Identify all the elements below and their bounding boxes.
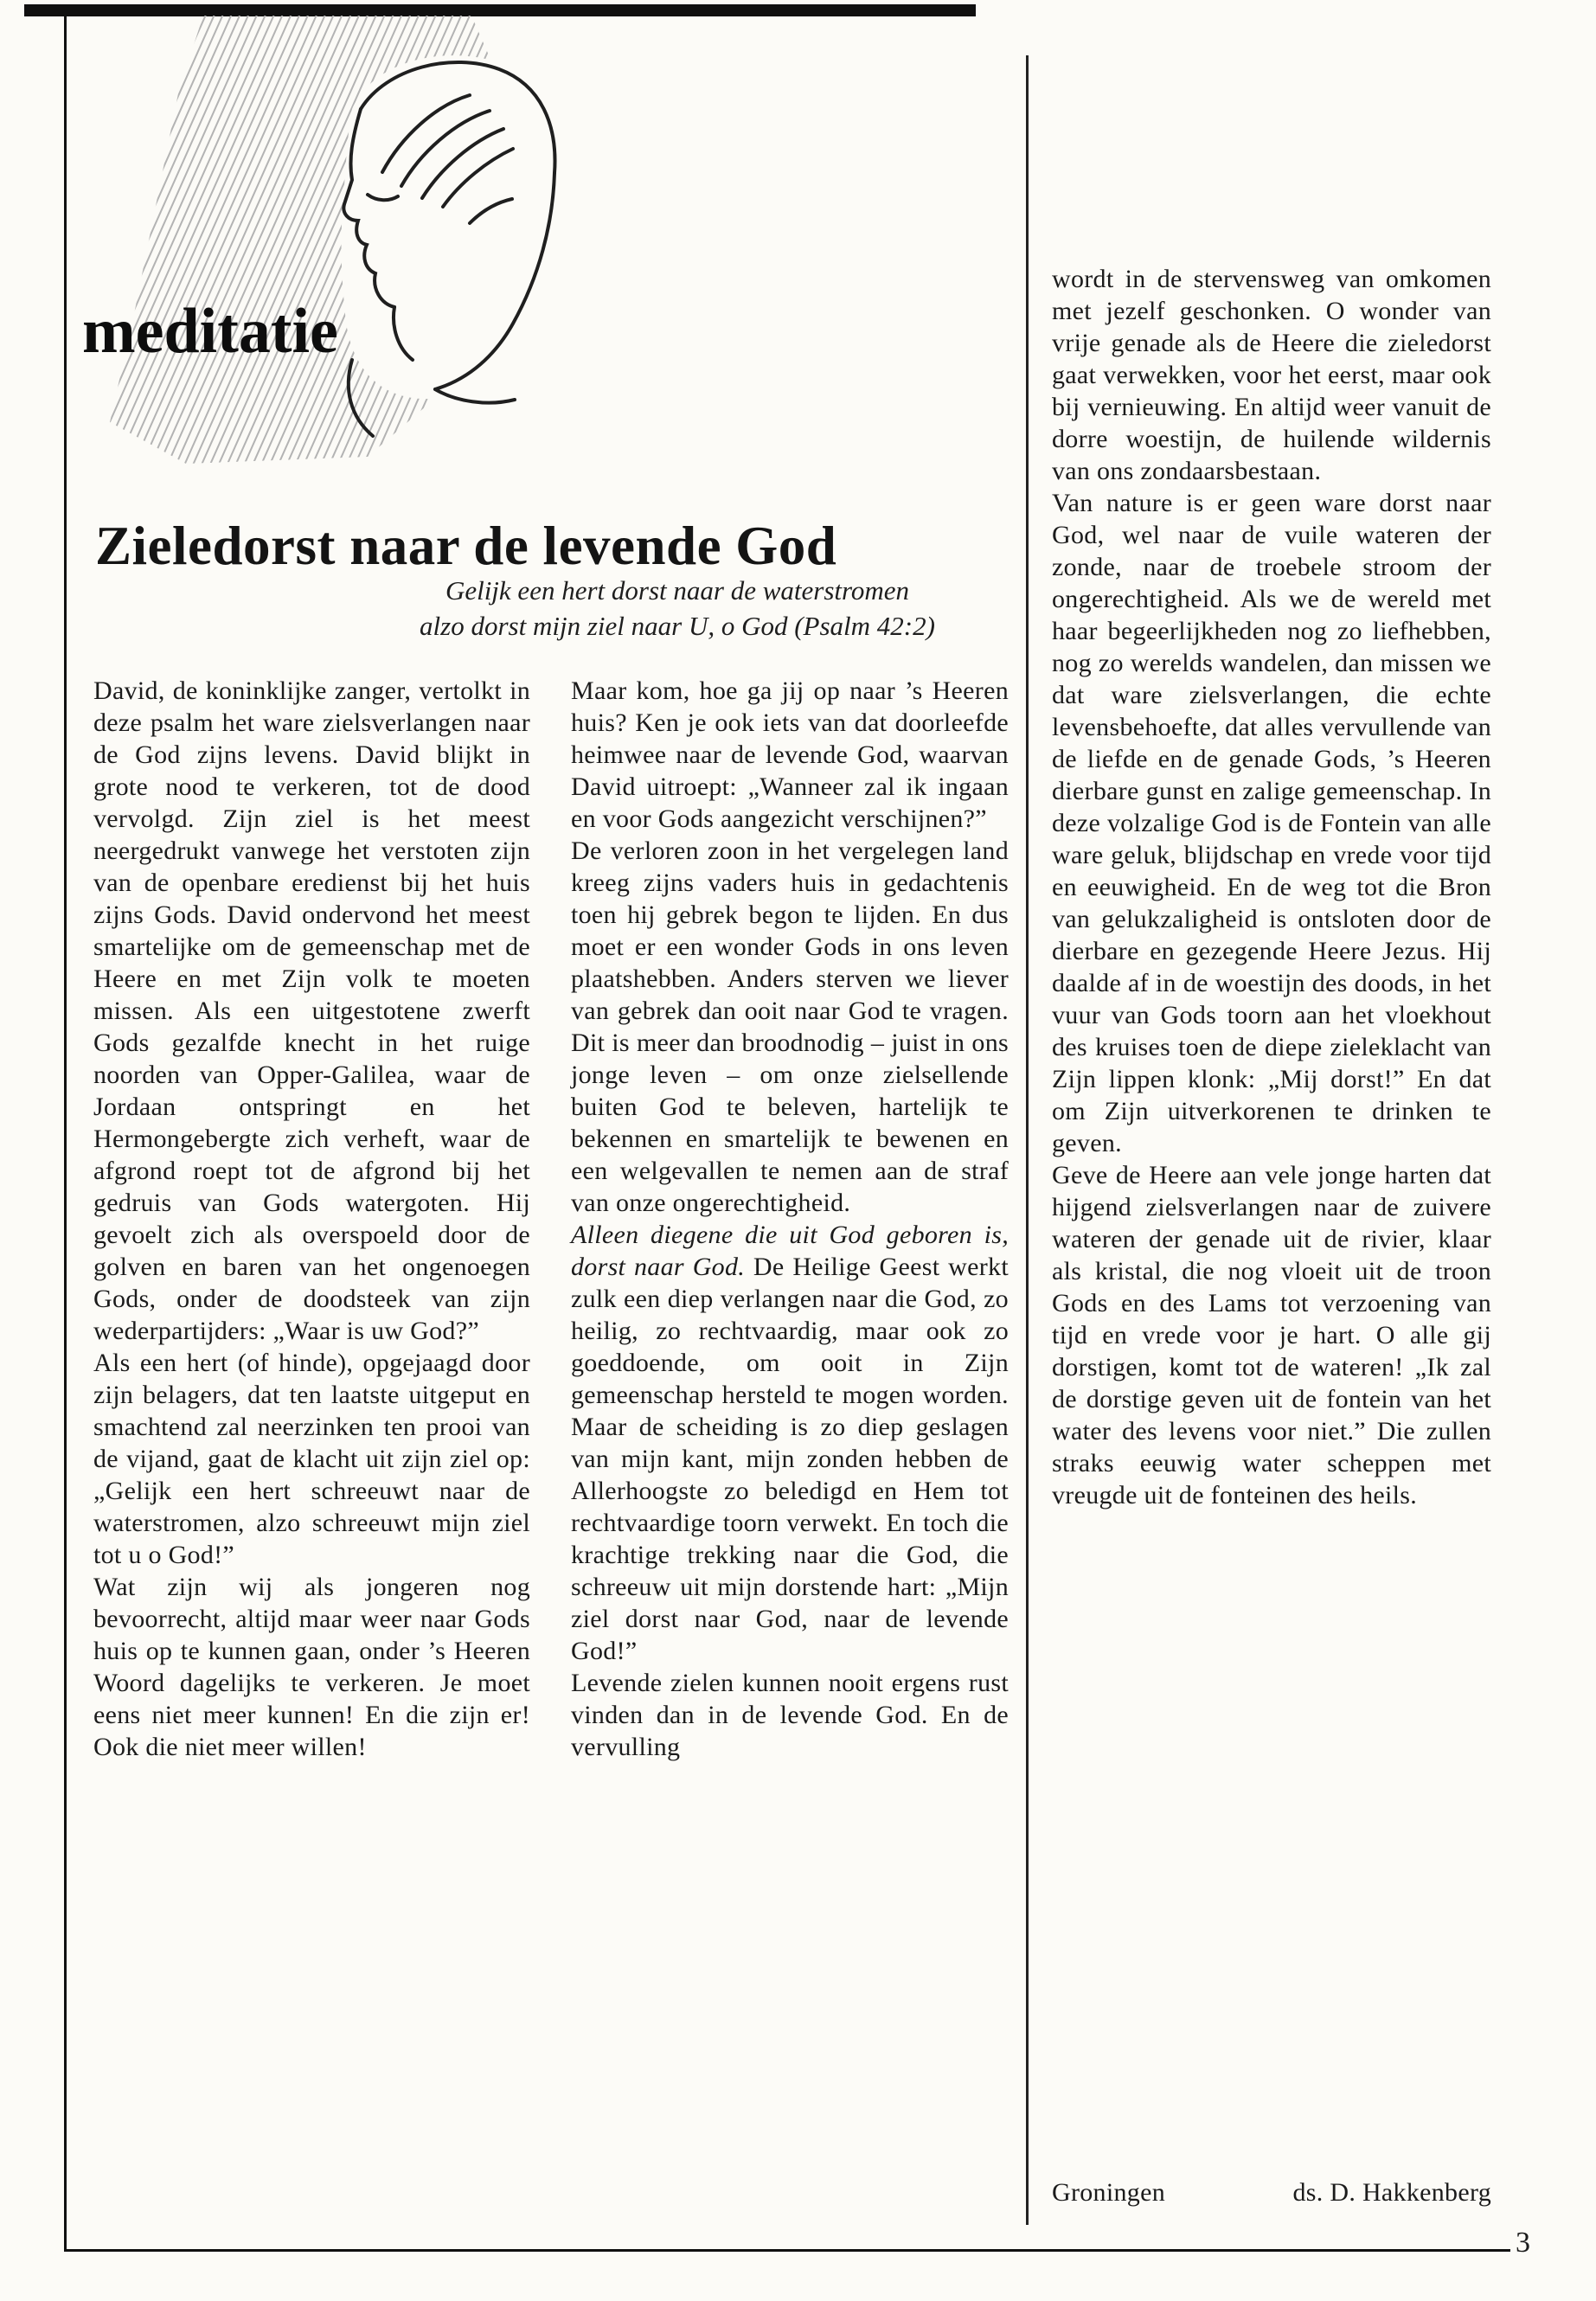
column-divider-line [1026, 55, 1029, 2225]
epigraph [346, 573, 1009, 644]
signature-place: Groningen [1052, 2178, 1166, 2207]
page-number: 3 [1516, 2227, 1530, 2259]
emphasized-sentence: Alleen diegene die uit God geboren is, dorst naar God. [571, 1221, 1009, 1281]
section-label: meditatie [82, 296, 338, 367]
paragraph: Als een hert (of hinde), opgejaagd door zijn belagers, dat ten laatste uitgeput en smachtend zal neerzinken ten prooi van de vijand, gaat de klacht uit zijn ziel op: „Gelijk een hert schreeuwt naar de waterstromen, alzo schreeuwt mijn ziel tot u o God!” [93, 1349, 530, 1569]
signature [1052, 2178, 1491, 2208]
paragraph: Levende zielen kunnen nooit ergens rust vinden dan in de levende God. En de vervulling [571, 1669, 1009, 1761]
column-3 [1052, 263, 1491, 1511]
paragraph-continuation: De Heilige Geest werkt zulk een diep verlangen naar die God, zo heilig, zo rechtvaardig, maar ook zo goeddoende, om ooit in Zijn gemeenschap hersteld te mogen worden. Maar de scheiding is zo diep geslagen van mijn kant, mijn zonden hebben de Allerhoogste zo beledigd en Hem tot rechtvaardige toorn verwekt. En toch die krachtige trekking naar die God, die schreeuw uit mijn dorstende hart: „Mijn ziel dorst naar God, naar de levende God!” [571, 1253, 1009, 1665]
epigraph-line-2: alzo dorst mijn ziel naar U, o God (Psalm 42:2) [420, 611, 935, 641]
paragraph: David, de koninklijke zanger, vertolkt in deze psalm het ware zielsverlangen naar de God zijns levens. David blijkt in grote nood te verkeren, tot de dood vervolgd. Zijn ziel is het meest neergedrukt vanwege het verstoten zijn van de openbare eredienst bij het huis zijns Gods. David ondervond het meest smartelijke om de gemeenschap met de Heere en met Zijn volk te moeten missen. Als een uitgestotene zwerft Gods gezalfde knecht in het ruige noorden van Opper-Galilea, waar de Jordaan ontspringt en het Hermongebergte zich verheft, waar de afgrond roept tot de afgrond bij het gedruis van Gods watergoten. Hij gevoelt zich als overspoeld door de golven en baren van het ongenoegen Gods, onder de doodsteek van zijn wederpartijders: „Waar is uw God?” [93, 676, 530, 1345]
top-border-bar [24, 4, 976, 16]
paragraph [571, 1219, 1009, 1667]
epigraph-line-1: Gelijk een hert dorst naar de waterstromen [445, 575, 910, 606]
column-1 [93, 675, 530, 1763]
article-title: Zieledorst naar de levende God [95, 516, 837, 577]
paragraph: Van nature is er geen ware dorst naar God, wel naar de vuile wateren der zonde, naar de troebele stroom der ongerechtigheid. Als we de wereld met haar begeerlijkheden nog zo liefhebben, nog zo werelds wandelen, dan missen we dat ware zielsverlangen, die echte levensbehoefte, dat alles vervullende van de liefde en de genade Gods, ’s Heeren dierbare gunst en zalige gemeenschap. In deze volzalige God is de Fontein van alle ware geluk, blijdschap en vrede voor tijd en eeuwigheid. En de weg tot die Bron van gelukzaligheid is ontsloten door de dierbare en gezegende Heere Jezus. Hij daalde af in de woestijn des doods, in het vuur van Gods toorn aan het vloekhout des kruises toen de diepe zieleklacht van Zijn lippen klonk: „Mij dorst!” En dat om Zijn uitverkorenen te drinken te geven. [1052, 489, 1491, 1157]
paragraph: wordt in de stervensweg van omkomen met jezelf geschonken. O wonder van vrije genade als de Heere die zieledorst gaat verwekken, voor het eerst, maar ook bij vernieuwing. En altijd weer vanuit de dorre woestijn, de huilende wildernis van ons zondaarsbestaan. [1052, 265, 1491, 485]
signature-author: ds. D. Hakkenberg [1292, 2178, 1491, 2207]
paragraph: De verloren zoon in het vergelegen land kreeg zijns vaders huis in gedachtenis toen hij gebrek begon te lijden. En dus moet er een wonder Gods in ons leven plaatshebben. Anders sterven we liever van gebrek dan ooit naar God te vragen. Dit is meer dan broodnodig – juist in ons jonge leven – om onze zielsellende buiten God te beleven, hartelijk te bekennen en smartelijk te bewenen en een welgevallen te nemen aan de straf van onze ongerechtigheid. [571, 836, 1009, 1217]
face-whitespace [342, 55, 567, 399]
column-2 [571, 675, 1009, 1763]
paragraph: Wat zijn wij als jongeren nog bevoorrecht, altijd maar weer naar Gods huis op te kunnen gaan, onder ’s Heeren Woord dagelijks te verkeren. Je moet eens niet meer kunnen! En die zijn er! Ook die niet meer willen! [93, 1573, 530, 1761]
paragraph: Geve de Heere aan vele jonge harten dat hijgend zielsverlangen naar de zuivere wateren der genade uit de rivier, klaar als kristal, die nog vloeit uit de troon Gods en des Lams tot verzoening van tijd en vrede voor je hart. O alle gij dorstigen, komt tot de wateren! „Ik zal de dorstige geven uit de fontein van het water des levens voor niet.” Die zullen straks eeuwig water scheppen met vreugde uit de fonteinen des heils. [1052, 1161, 1491, 1509]
bottom-border-line [64, 2249, 1510, 2252]
person-sketch-illustration [65, 16, 627, 483]
paragraph: Maar kom, hoe ga jij op naar ’s Heeren huis? Ken je ook iets van dat doorleefde heimwee naar de levende God, waarvan David uitroept: „Wanneer zal ik ingaan en voor Gods aangezicht verschijnen?” [571, 676, 1009, 833]
